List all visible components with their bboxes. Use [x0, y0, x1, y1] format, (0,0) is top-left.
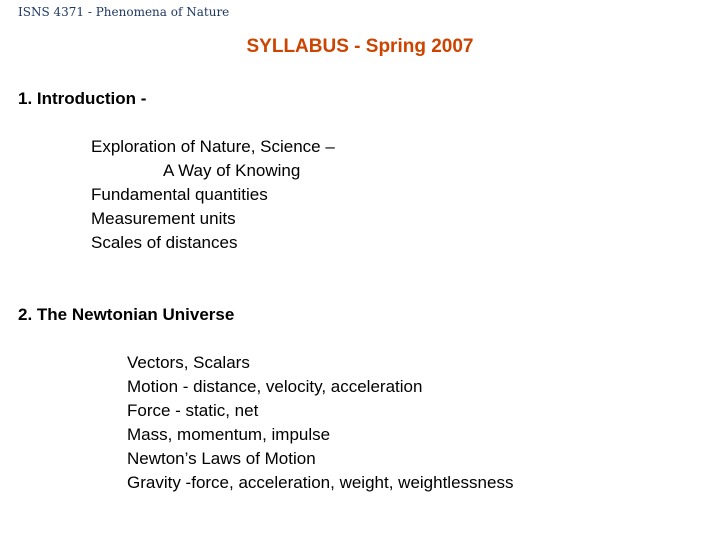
list-item: Force - static, net — [127, 401, 259, 420]
page-title — [0, 36, 720, 58]
list-item: Exploration of Nature, Science – — [91, 137, 335, 156]
list-item: Measurement units — [91, 209, 236, 228]
introduction-topic-list — [91, 135, 335, 255]
list-item: Gravity -force, acceleration, weight, weightlessness — [127, 473, 514, 492]
list-item: Scales of distances — [91, 233, 238, 252]
course-header: ISNS 4371 - Phenomena of Nature — [18, 5, 230, 19]
list-item: A Way of Knowing — [163, 161, 301, 180]
section-heading-newtonian-universe: 2. The Newtonian Universe — [18, 305, 235, 324]
list-item: Mass, momentum, impulse — [127, 425, 331, 444]
list-item: Motion - distance, velocity, acceleration — [127, 377, 423, 396]
list-item: Fundamental quantities — [91, 185, 268, 204]
list-item: Vectors, Scalars — [127, 353, 250, 372]
syllabus-title: SYLLABUS - Spring 2007 — [246, 36, 474, 57]
list-item: Newton’s Laws of Motion — [127, 449, 316, 468]
newtonian-topic-list — [127, 351, 513, 495]
section-heading-introduction: 1. Introduction - — [18, 89, 147, 108]
